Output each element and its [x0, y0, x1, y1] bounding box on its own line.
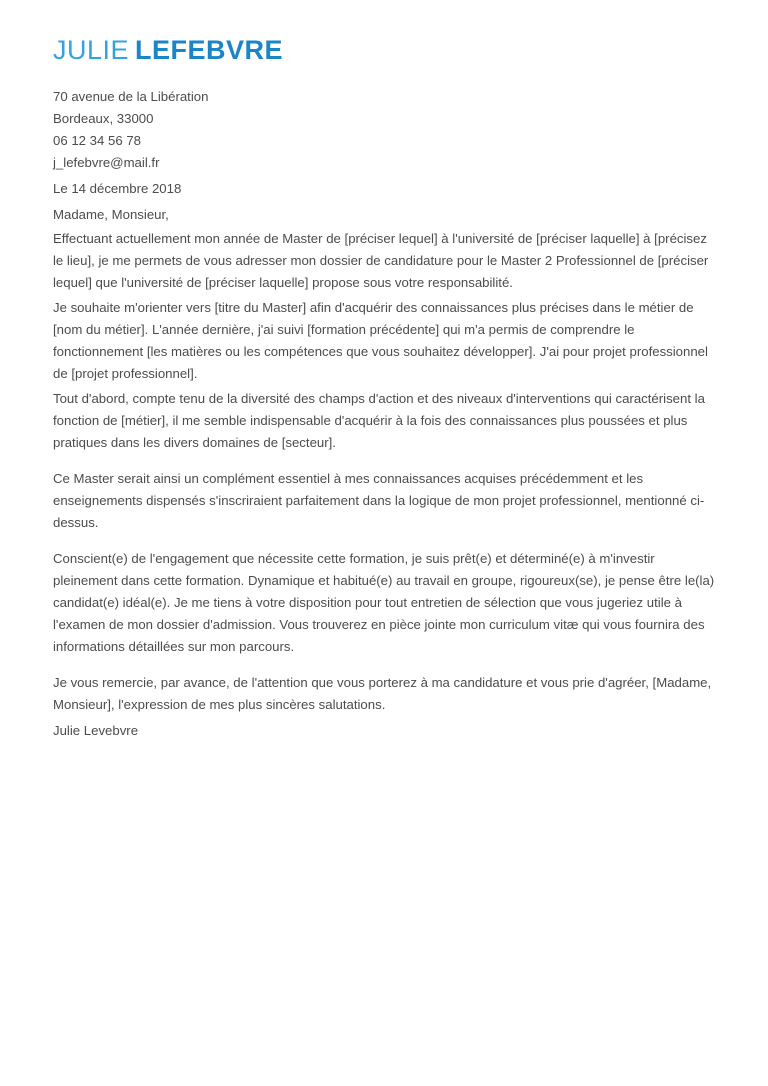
address-line: 70 avenue de la Libération	[53, 88, 209, 104]
signature: Julie Levebvre	[53, 722, 139, 738]
letter-date: Le 14 décembre 2018	[53, 180, 182, 196]
body-paragraph: Je souhaite m'orienter vers [titre du Master] afin d'acquérir des connaissances plus précises dans le métier de [nom du métier]. L'année dernière, j'ai suivi [formation précédente] qui m'a permis de comprendre le fonctionnement [les matières ou les compétences que vous souhaitez développer]. J'ai pour projet professionnel de [projet professionnel].	[53, 299, 708, 381]
sender-name	[53, 36, 715, 66]
address-line: 06 12 34 56 78	[53, 132, 141, 148]
salutation: Madame, Monsieur,	[53, 206, 169, 222]
body-paragraph: Je vous remercie, par avance, de l'attention que vous porterez à ma candidature et vous prie d'agréer, [Madame, Monsieur], l'expression de mes plus sincères salutations.	[53, 674, 712, 712]
body-paragraph: Tout d'abord, compte tenu de la diversité des champs d'action et des niveaux d'interventions qui caractérisent la fonction de [métier], il me semble indispensable d'acquérir à la fois des connaissances plus poussées et plus pratiques dans les divers domaines de [secteur].	[53, 390, 705, 450]
sender-first-name: JULIE	[53, 35, 130, 65]
address-line: j_lefebvre@mail.fr	[53, 154, 160, 170]
body-paragraph: Effectuant actuellement mon année de Master de [préciser lequel] à l'université de [préciser laquelle] à [précisez le lieu], je me permets de vous adresser mon dossier de candidature pour le Master 2 Professionnel de [préciser lequel] que l'université de [préciser laquelle] propose sous votre responsabilité.	[53, 230, 709, 290]
body-paragraph: Conscient(e) de l'engagement que nécessite cette formation, je suis prêt(e) et déterminé(e) à m'investir pleinement dans cette formation. Dynamique et habitué(e) au travail en groupe, rigoureux(se), je pense être le(la) candidat(e) idéal(e). Je me tiens à votre disposition pour tout entretien de sélection que vous jugeriez utile à l'examen de mon dossier d'admission. Vous trouverez en pièce jointe mon curriculum vitæ qui vous fournira des informations détaillées sur mon parcours.	[53, 550, 715, 654]
letter-body	[53, 228, 715, 716]
sender-contact-block	[53, 86, 715, 174]
address-line: Bordeaux, 33000	[53, 110, 154, 126]
body-paragraph: Ce Master serait ainsi un complément essentiel à mes connaissances acquises précédemment et les enseignements dispensés s'inscriraient parfaitement dans la logique de mon projet professionnel, mentionné ci-dessus.	[53, 470, 705, 530]
sender-last-name: LEFEBVRE	[135, 35, 284, 65]
